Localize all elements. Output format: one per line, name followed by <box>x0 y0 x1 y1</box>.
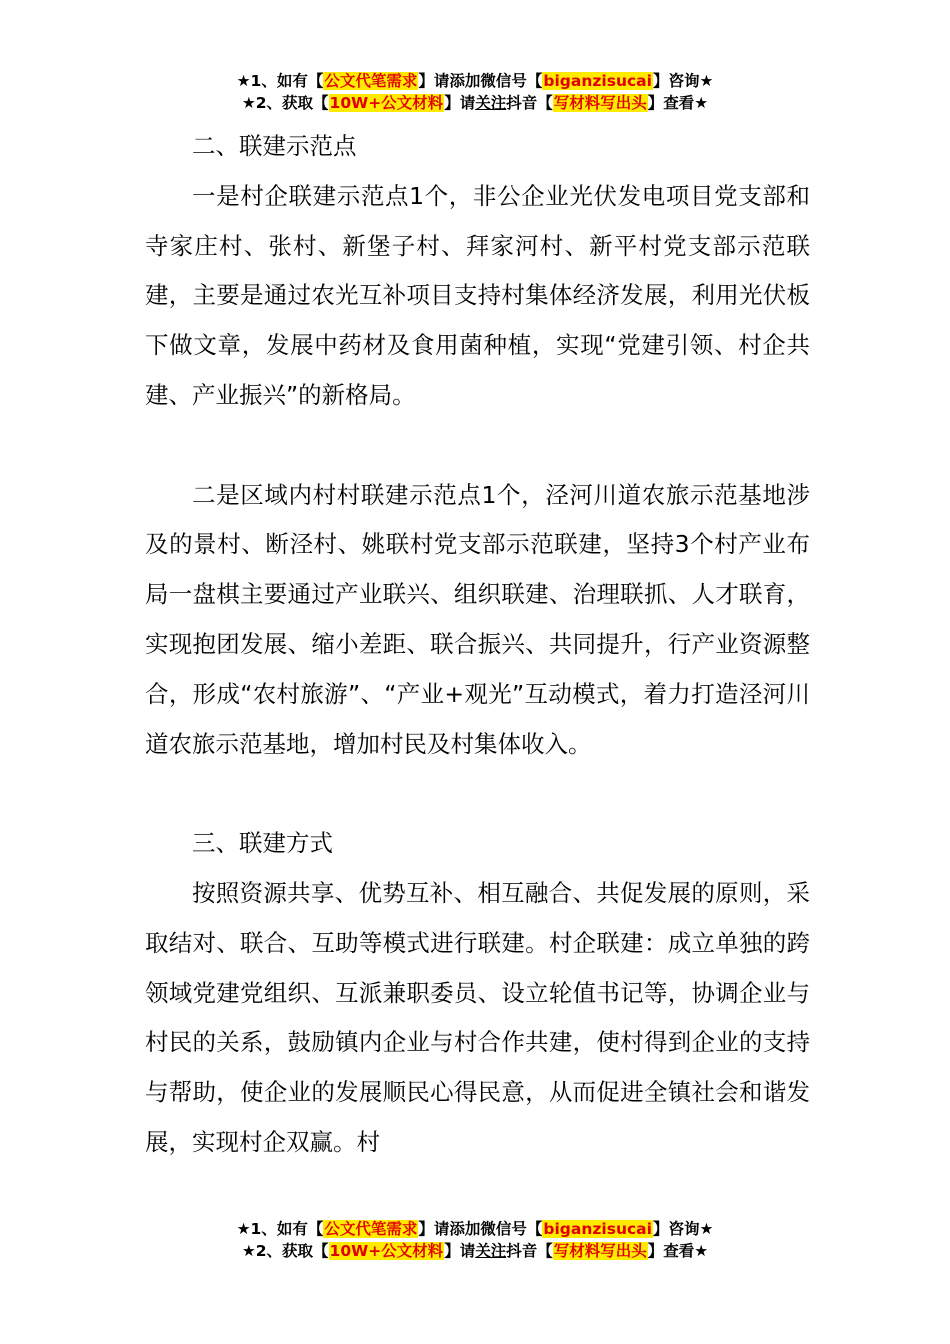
header-banner <box>0 70 950 114</box>
paragraph: 一是村企联建示范点1个，非公企业光伏发电项目党支部和寺家庄村、张村、新堡子村、拜家河村、新平村党支部示范联建，主要是通过农光互补项目支持村集体经济发展，利用光伏板下做文章，发展中药材及食用菌种植，实现“党建引领、村企共建、产业振兴”的新格局。 <box>145 181 810 409</box>
banner-highlight: 公文代笔需求 <box>324 1220 418 1238</box>
banner-text: 】请添 <box>418 1220 465 1238</box>
banner-line-1 <box>0 1218 950 1240</box>
banner-text: 】咨询★ <box>652 1220 714 1238</box>
banner-text: ★1、如有【 <box>236 1220 324 1238</box>
banner-highlight: 写材料写出头 <box>553 94 647 112</box>
footer-banner <box>0 1218 950 1262</box>
banner-line-2 <box>0 92 950 114</box>
banner-highlight: 10W+公文材料 <box>329 94 444 112</box>
banner-text: 抖音【 <box>506 94 553 112</box>
banner-text: 关注 <box>475 94 507 112</box>
banner-text: 】查看★ <box>647 1242 709 1260</box>
banner-text: ★2、获取【 <box>241 94 329 112</box>
banner-highlight: biganzisucai <box>543 1220 652 1238</box>
document-body <box>145 122 810 1168</box>
banner-highlight: 写材料写出头 <box>553 1242 647 1260</box>
banner-text: 加 <box>464 1220 481 1238</box>
banner-text: 】请 <box>444 1242 476 1260</box>
banner-text: ★2、获取【 <box>241 1242 329 1260</box>
banner-text: 微信号【 <box>480 1220 543 1238</box>
section-heading: 三、联建方式 <box>192 829 333 858</box>
banner-text: 】咨询★ <box>652 72 714 90</box>
section-heading: 二、联建示范点 <box>192 132 357 160</box>
paragraph: 按照资源共享、优势互补、相互融合、共促发展的原则，采取结对、联合、互助等模式进行联建。村企联建：成立单独的跨领域党建党组织、互派兼职委员、设立轮值书记等，协调企业与村民的关系，鼓励镇内企业与村合作共建，使村得到企业的支持与帮助，使企业的发展顺民心得民意，从而促进全镇社会和谐发展，实现村企双赢。村 <box>145 878 810 1156</box>
banner-text: 】查看★ <box>647 94 709 112</box>
banner-text: 微信号【 <box>480 72 543 90</box>
banner-text: 加 <box>464 72 481 90</box>
banner-text: 】请添 <box>418 72 465 90</box>
paragraph: 二是区域内村村联建示范点1个，泾河川道农旅示范基地涉及的景村、断泾村、姚联村党支部示范联建，坚持3个村产业布局一盘棋主要通过产业联兴、组织联建、治理联抓、人才联育，实现抱团发展、缩小差距、联合振兴、共同提升，行产业资源整合，形成“农村旅游”、“产业+观光”互动模式，着力打造泾河川道农旅示范基地，增加村民及村集体收入。 <box>145 480 810 758</box>
banner-text: 抖音【 <box>506 1242 553 1260</box>
banner-highlight: biganzisucai <box>543 72 652 90</box>
banner-line-1 <box>0 70 950 92</box>
banner-line-2 <box>0 1240 950 1262</box>
banner-text: 】请 <box>444 94 476 112</box>
banner-highlight: 10W+公文材料 <box>329 1242 444 1260</box>
banner-highlight: 公文代笔需求 <box>324 72 418 90</box>
banner-text: 关注 <box>475 1242 507 1260</box>
banner-text: ★1、如有【 <box>236 72 324 90</box>
